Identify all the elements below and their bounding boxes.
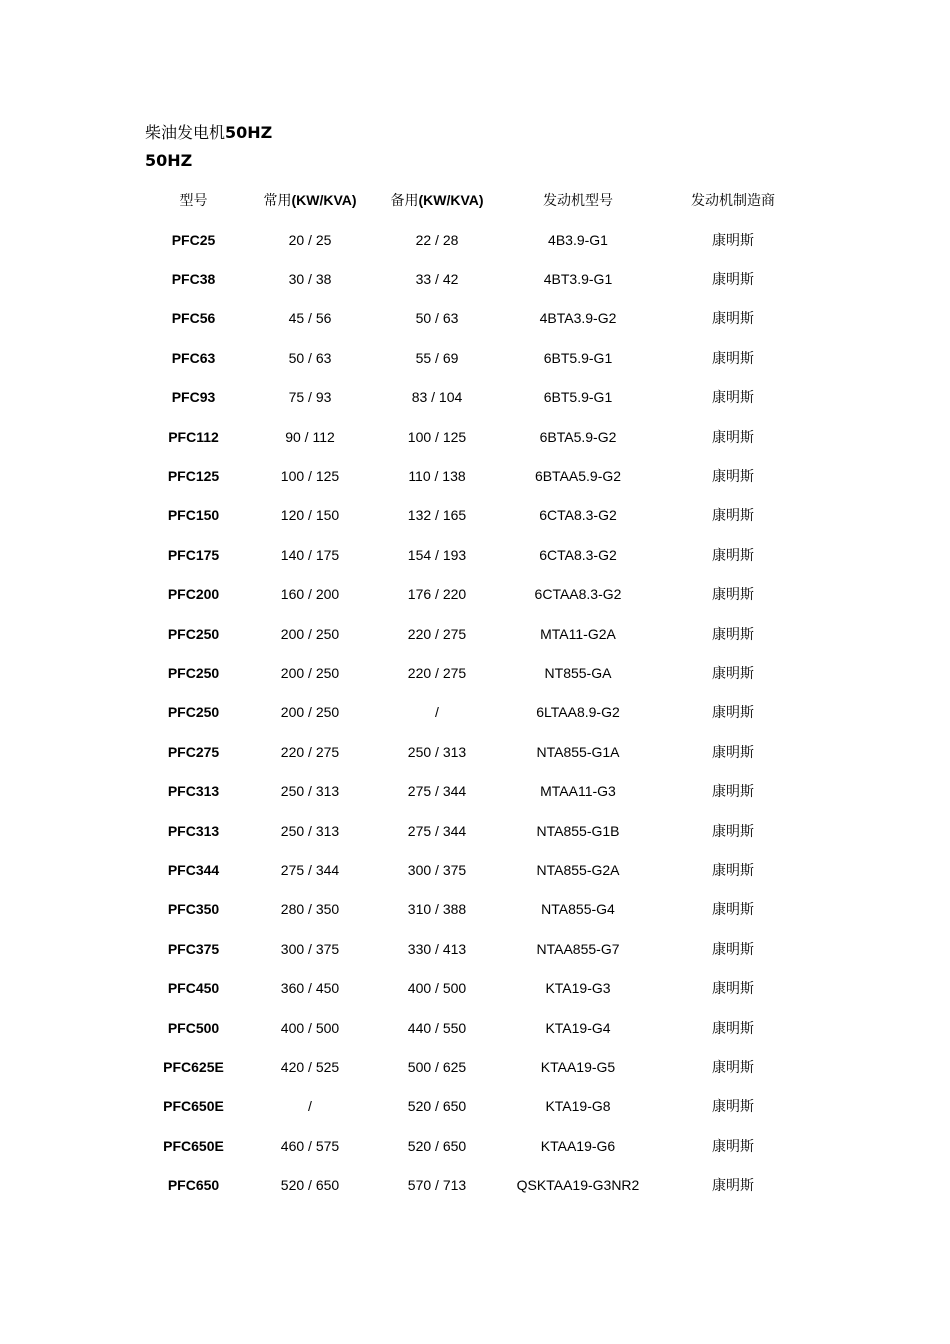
engine-maker-cell: 康明斯 <box>712 271 754 288</box>
table-row <box>130 732 821 771</box>
engine-model-cell: NTAA855-G7 <box>536 940 620 957</box>
engine-maker-cell: 康明斯 <box>712 743 754 760</box>
header-engine-model-label: 发动机型号 <box>543 193 613 209</box>
standby-power-cell: 83 / 104 <box>411 389 463 406</box>
standby-power-cell: 310 / 388 <box>407 901 467 918</box>
prime-power-cell: 280 / 350 <box>280 901 340 918</box>
standby-power-cell: 33 / 42 <box>415 271 459 288</box>
table-row <box>130 496 821 535</box>
engine-maker-cell: 康明斯 <box>712 901 754 918</box>
engine-maker-cell: 康明斯 <box>712 664 754 681</box>
engine-maker-cell: 康明斯 <box>712 861 754 878</box>
model-cell: PFC650E <box>163 1098 224 1115</box>
model-cell: PFC250 <box>167 664 220 681</box>
prime-power-cell: 160 / 200 <box>280 586 340 603</box>
engine-maker-cell: 康明斯 <box>712 783 754 800</box>
standby-power-cell: 55 / 69 <box>415 349 459 366</box>
prime-power-cell: 120 / 150 <box>280 507 340 524</box>
model-cell: PFC650 <box>167 1177 220 1194</box>
standby-power-cell: 22 / 28 <box>415 231 459 248</box>
engine-maker-cell: 康明斯 <box>712 822 754 839</box>
table-row <box>130 1087 821 1126</box>
standby-power-cell: / <box>435 704 439 721</box>
table-row <box>130 811 821 850</box>
engine-maker-cell: 康明斯 <box>712 980 754 997</box>
table-row <box>130 1126 821 1165</box>
table-row <box>130 456 821 495</box>
prime-power-cell: 45 / 56 <box>288 310 332 327</box>
standby-power-cell: 220 / 275 <box>407 664 467 681</box>
engine-model-cell: NTA855-G1A <box>536 743 620 760</box>
engine-model-cell: 6BT5.9-G1 <box>543 389 613 406</box>
table-row <box>130 338 821 377</box>
prime-power-cell: / <box>308 1098 312 1115</box>
standby-power-cell: 110 / 138 <box>408 468 466 485</box>
engine-maker-cell: 康明斯 <box>712 1058 754 1075</box>
prime-power-cell: 250 / 313 <box>280 822 340 839</box>
table-row <box>130 299 821 338</box>
model-cell: PFC275 <box>167 743 220 760</box>
header-model <box>130 180 257 220</box>
engine-model-cell: KTA19-G4 <box>545 1019 611 1036</box>
model-cell: PFC125 <box>167 468 220 485</box>
standby-power-cell: 176 / 220 <box>407 586 467 603</box>
table-row <box>130 1047 821 1086</box>
model-cell: PFC313 <box>167 822 220 839</box>
standby-power-cell: 520 / 650 <box>407 1137 467 1154</box>
prime-power-cell: 420 / 525 <box>280 1058 340 1075</box>
model-cell: PFC375 <box>167 940 220 957</box>
standby-power-cell: 250 / 313 <box>407 743 467 760</box>
table-row <box>130 693 821 732</box>
standby-power-cell: 330 / 413 <box>407 940 467 957</box>
document-title-text: 柴油发电机 <box>145 123 226 142</box>
standby-power-cell: 570 / 713 <box>407 1177 467 1194</box>
engine-maker-cell: 康明斯 <box>712 310 754 327</box>
engine-model-cell: 6LTAA8.9-G2 <box>536 704 620 721</box>
prime-power-cell: 140 / 175 <box>280 546 340 563</box>
table-row <box>130 220 821 259</box>
model-cell: PFC25 <box>171 231 216 248</box>
model-cell: PFC500 <box>167 1019 220 1036</box>
engine-model-cell: 4BT3.9-G1 <box>543 271 613 288</box>
standby-power-cell: 275 / 344 <box>407 783 467 800</box>
model-cell: PFC250 <box>167 704 220 721</box>
prime-power-cell: 75 / 93 <box>288 389 332 406</box>
standby-power-cell: 440 / 550 <box>407 1019 467 1036</box>
engine-maker-cell: 康明斯 <box>712 625 754 642</box>
document-subtitle: 50HZ <box>145 151 193 170</box>
engine-model-cell: MTAA11-G3 <box>540 783 616 800</box>
standby-power-cell: 500 / 625 <box>407 1058 467 1075</box>
prime-power-cell: 300 / 375 <box>280 940 340 957</box>
standby-power-cell: 520 / 650 <box>407 1098 467 1115</box>
engine-maker-cell: 康明斯 <box>712 468 754 485</box>
engine-maker-cell: 康明斯 <box>712 586 754 603</box>
header-engine-maker-label: 发动机制造商 <box>691 193 775 209</box>
engine-model-cell: MTA11-G2A <box>540 625 616 642</box>
engine-maker-cell: 康明斯 <box>712 1177 754 1194</box>
engine-model-cell: QSKTAA19-G3NR2 <box>516 1177 640 1194</box>
model-cell: PFC344 <box>167 861 220 878</box>
header-prime-unit: (KW/KVA) <box>291 192 357 208</box>
model-cell: PFC650E <box>163 1137 224 1154</box>
engine-model-cell: 4BTA3.9-G2 <box>539 310 617 327</box>
engine-model-cell: 4B3.9-G1 <box>548 231 608 248</box>
model-cell: PFC93 <box>171 389 216 406</box>
prime-power-cell: 200 / 250 <box>280 704 340 721</box>
table-row <box>130 575 821 614</box>
engine-model-cell: 6CTAA8.3-G2 <box>534 586 622 603</box>
table-row <box>130 378 821 417</box>
prime-power-cell: 275 / 344 <box>280 861 340 878</box>
model-cell: PFC150 <box>167 507 220 524</box>
engine-model-cell: NTA855-G2A <box>536 861 620 878</box>
engine-maker-cell: 康明斯 <box>712 428 754 445</box>
header-model-label: 型号 <box>179 193 208 209</box>
standby-power-cell: 220 / 275 <box>407 625 467 642</box>
standby-power-cell: 132 / 165 <box>407 507 467 524</box>
table-header-row <box>130 180 821 220</box>
table-row <box>130 929 821 968</box>
engine-maker-cell: 康明斯 <box>712 940 754 957</box>
header-standby-label: 备用 <box>390 193 419 209</box>
engine-model-cell: 6CTA8.3-G2 <box>539 546 617 563</box>
prime-power-cell: 100 / 125 <box>280 468 340 485</box>
generator-spec-table <box>130 180 821 1205</box>
model-cell: PFC38 <box>171 271 216 288</box>
header-prime-label: 常用 <box>263 193 292 209</box>
header-engine-maker <box>645 180 821 220</box>
header-prime-power <box>257 180 363 220</box>
engine-model-cell: 6BTA5.9-G2 <box>539 428 617 445</box>
prime-power-cell: 360 / 450 <box>280 980 340 997</box>
engine-maker-cell: 康明斯 <box>712 231 754 248</box>
engine-model-cell: 6BTAA5.9-G2 <box>534 468 622 485</box>
prime-power-cell: 200 / 250 <box>280 664 340 681</box>
standby-power-cell: 154 / 193 <box>407 546 467 563</box>
engine-model-cell: KTAA19-G5 <box>540 1058 616 1075</box>
standby-power-cell: 50 / 63 <box>415 310 459 327</box>
engine-maker-cell: 康明斯 <box>712 507 754 524</box>
standby-power-cell: 300 / 375 <box>407 861 467 878</box>
model-cell: PFC250 <box>167 625 220 642</box>
document-title <box>145 122 272 144</box>
model-cell: PFC63 <box>171 349 216 366</box>
engine-model-cell: 6BT5.9-G1 <box>543 349 613 366</box>
header-standby-unit: (KW/KVA) <box>418 192 484 208</box>
engine-model-cell: NTA855-G4 <box>541 901 615 918</box>
model-cell: PFC56 <box>171 310 216 327</box>
header-standby-power <box>363 180 511 220</box>
engine-maker-cell: 康明斯 <box>712 1019 754 1036</box>
table-row <box>130 890 821 929</box>
prime-power-cell: 30 / 38 <box>288 271 332 288</box>
table-row <box>130 535 821 574</box>
table-row <box>130 614 821 653</box>
engine-model-cell: NTA855-G1B <box>536 822 620 839</box>
standby-power-cell: 100 / 125 <box>407 428 467 445</box>
model-cell: PFC112 <box>168 428 219 445</box>
table-row <box>130 968 821 1007</box>
engine-model-cell: NT855-GA <box>544 664 612 681</box>
model-cell: PFC625E <box>163 1058 224 1075</box>
model-cell: PFC200 <box>167 586 220 603</box>
prime-power-cell: 220 / 275 <box>280 743 340 760</box>
table-body <box>130 220 821 1205</box>
prime-power-cell: 90 / 112 <box>285 428 335 445</box>
table-row <box>130 771 821 810</box>
table-row <box>130 259 821 298</box>
model-cell: PFC313 <box>167 783 220 800</box>
engine-maker-cell: 康明斯 <box>712 546 754 563</box>
engine-maker-cell: 康明斯 <box>712 704 754 721</box>
model-cell: PFC450 <box>167 980 220 997</box>
model-cell: PFC175 <box>167 546 220 563</box>
document-title-frequency: 50HZ <box>225 123 273 142</box>
prime-power-cell: 200 / 250 <box>280 625 340 642</box>
engine-model-cell: KTA19-G8 <box>545 1098 611 1115</box>
standby-power-cell: 400 / 500 <box>407 980 467 997</box>
table-row <box>130 653 821 692</box>
engine-model-cell: KTAA19-G6 <box>540 1137 616 1154</box>
engine-model-cell: KTA19-G3 <box>545 980 611 997</box>
engine-model-cell: 6CTA8.3-G2 <box>539 507 617 524</box>
model-cell: PFC350 <box>167 901 220 918</box>
table-row <box>130 1008 821 1047</box>
engine-maker-cell: 康明斯 <box>712 389 754 406</box>
table-row <box>130 417 821 456</box>
prime-power-cell: 460 / 575 <box>280 1137 340 1154</box>
engine-maker-cell: 康明斯 <box>712 349 754 366</box>
table-row <box>130 1165 821 1204</box>
prime-power-cell: 20 / 25 <box>288 231 332 248</box>
prime-power-cell: 400 / 500 <box>280 1019 340 1036</box>
prime-power-cell: 50 / 63 <box>288 349 332 366</box>
prime-power-cell: 520 / 650 <box>280 1177 340 1194</box>
prime-power-cell: 250 / 313 <box>280 783 340 800</box>
header-engine-model <box>511 180 645 220</box>
engine-maker-cell: 康明斯 <box>712 1098 754 1115</box>
standby-power-cell: 275 / 344 <box>407 822 467 839</box>
table-row <box>130 850 821 889</box>
engine-maker-cell: 康明斯 <box>712 1137 754 1154</box>
